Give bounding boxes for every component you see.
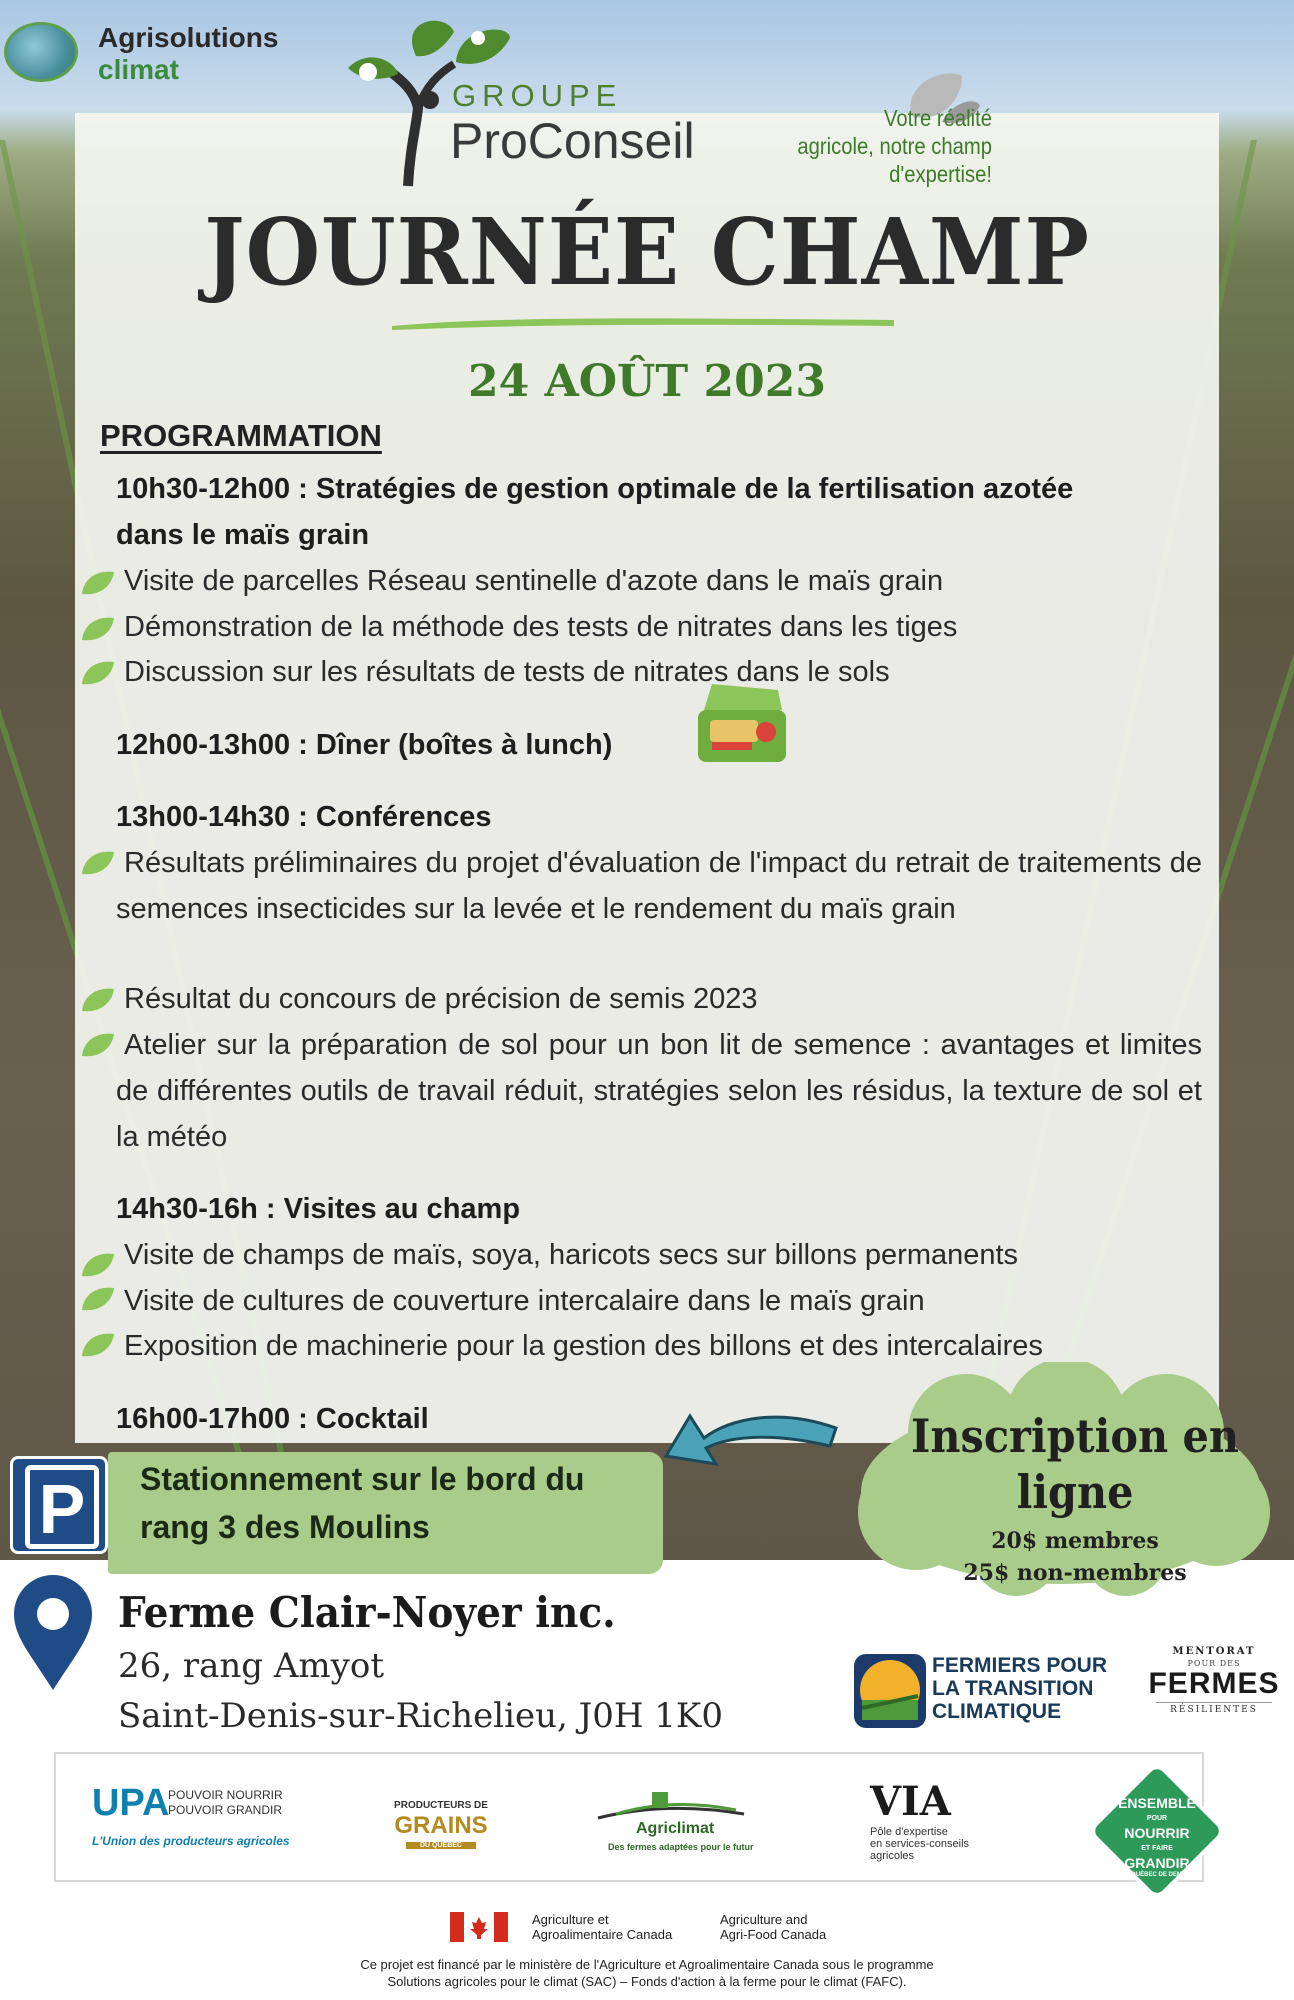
time-slot-fertilisation: 10h30-12h00 : Stratégies de gestion optimale de la fertilisation azotée dans le maïs grain xyxy=(116,473,1074,551)
vla-line-1: Pôle d'expertise xyxy=(870,1826,948,1838)
list-item: Visite de parcelles Réseau sentinelle d'azote dans le maïs grain xyxy=(124,565,944,597)
list-item: Visite de champs de maïs, soya, haricots secs sur billons permanents xyxy=(124,1239,1019,1271)
leaf-bullet-icon xyxy=(80,1030,116,1060)
title-underline-stroke xyxy=(388,310,898,334)
program-heading: PROGRAMMATION xyxy=(100,418,382,453)
agrisolutions-title: Agrisolutions xyxy=(98,22,279,53)
gov-name-french xyxy=(532,1912,672,1942)
list-item: Discussion sur les résultats de tests de nitrates dans le sols xyxy=(124,656,890,688)
gov-name-english xyxy=(720,1912,826,1942)
vla-line-2: en services-conseils xyxy=(870,1838,970,1850)
canada-flag-icon xyxy=(450,1912,508,1942)
leaf-bullet-icon xyxy=(80,658,116,688)
proconseil-name-text: ProConseil xyxy=(450,113,695,169)
fermiers-transition-logo-icon xyxy=(852,1652,928,1730)
parking-icon-letter: P xyxy=(25,1465,99,1549)
fermiers-line-1: FERMIERS POUR xyxy=(932,1654,1108,1677)
farm-name: Ferme Clair-Noyer inc. xyxy=(118,1588,616,1637)
ensemble-line-1: ENSEMBLE xyxy=(1118,1795,1196,1811)
agriclimat-logo-icon xyxy=(596,1784,746,1824)
upa-line-2: POUVOIR GRANDIR xyxy=(168,1803,283,1817)
agrisolutions-subtitle: climat xyxy=(98,54,179,85)
ensemble-line-4: ET FAIRE xyxy=(1141,1845,1173,1852)
leaf-bullet-icon xyxy=(80,848,116,878)
ensemble-line-6: LE QUÉBEC DE DEMAIN xyxy=(1121,1872,1193,1878)
disclaimer-line-1: Ce projet est financé par le ministère de l'Agriculture et Agroalimentaire Canada sous le programme xyxy=(360,1957,934,1972)
ensemble-line-3: NOURRIR xyxy=(1124,1825,1190,1841)
price-non-members: 25$ non-membres xyxy=(963,1560,1187,1586)
fermiers-line-3: CLIMATIQUE xyxy=(932,1700,1062,1723)
leaf-bullet-icon xyxy=(80,1284,116,1314)
mentorat-top: MENTORAT xyxy=(1172,1646,1256,1657)
mentorat-bottom: RÉSILIENTES xyxy=(1156,1702,1272,1715)
proconseil-tagline xyxy=(790,104,992,188)
lunch-box-icon xyxy=(692,680,792,770)
ensemble-text xyxy=(1107,1796,1207,1879)
grains-line-1: PRODUCTEURS DE xyxy=(394,1800,488,1811)
price-members: 20$ membres xyxy=(991,1528,1159,1554)
gov-en-line-2: Agri-Food Canada xyxy=(720,1927,827,1942)
upa-slogan xyxy=(168,1788,283,1818)
leaf-bullet-icon xyxy=(80,614,116,644)
upa-line-1: POUVOIR NOURRIR xyxy=(168,1788,283,1802)
list-item: Exposition de machinerie pour la gestion des billons et des intercalaires xyxy=(124,1330,1043,1362)
vla-line-3: agricoles xyxy=(870,1850,915,1862)
funding-disclaimer xyxy=(0,1956,1294,1990)
vla-logo: VIA xyxy=(870,1778,951,1825)
gov-fr-line-1: Agriculture et xyxy=(532,1912,609,1927)
leaf-bullet-icon xyxy=(80,985,116,1015)
time-slot-visites: 14h30-16h : Visites au champ xyxy=(116,1193,521,1225)
proconseil-groupe-text: GROUPE xyxy=(452,78,623,113)
leaf-bullet-icon xyxy=(80,1330,116,1360)
agriclimat-tagline: Des fermes adaptées pour le futur xyxy=(608,1842,754,1852)
tagline-line-3: d'expertise! xyxy=(889,161,992,187)
partners-box xyxy=(54,1752,1204,1882)
leaf-bullet-icon xyxy=(80,568,116,598)
registration-title[interactable]: Inscription en ligne xyxy=(911,1409,1239,1519)
event-title: JOURNÉE CHAMP xyxy=(204,198,1090,306)
gov-fr-line-2: Agroalimentaire Canada xyxy=(532,1927,673,1942)
agrisolutions-globe-icon xyxy=(4,22,78,82)
tagline-line-1: Votre réalité xyxy=(883,105,992,131)
mentorat-fermes-logo xyxy=(1146,1646,1282,1715)
ensemble-nourrir-badge xyxy=(1082,1756,1232,1906)
location-pin-icon xyxy=(10,1574,96,1692)
parking-text: Stationnement sur le bord du rang 3 des Moulins xyxy=(140,1461,585,1545)
arrow-left-icon xyxy=(660,1398,840,1478)
agriclimat-name: Agriclimat xyxy=(636,1820,715,1837)
agrisolutions-logo xyxy=(0,8,310,88)
farm-address-line-2: Saint-Denis-sur-Richelieu, J0H 1K0 xyxy=(118,1696,723,1736)
list-item: Résultat du concours de précision de semis 2023 xyxy=(124,983,758,1015)
vla-text xyxy=(870,1826,969,1862)
event-date: 24 AOÛT 2023 xyxy=(468,356,826,407)
ensemble-line-2: POUR xyxy=(1146,1815,1168,1822)
list-item: Résultats préliminaires du projet d'évaluation de l'impact du retrait de traitements de semences insecticides sur la levée et le rendement du maïs grain xyxy=(116,847,1202,925)
list-item: Atelier sur la préparation de sol pour un bon lit de semence : avantages et limites de différentes outils de travail réduit, stratégies selon les résidus, la texture de sol et la météo xyxy=(116,1029,1202,1153)
upa-tagline: L'Union des producteurs agricoles xyxy=(92,1834,290,1848)
list-item: Démonstration de la méthode des tests de nitrates dans les tiges xyxy=(124,611,958,643)
grains-line-3: DU QUÉBEC xyxy=(406,1842,476,1849)
tagline-line-2: agricole, notre champ xyxy=(797,133,992,159)
fermiers-line-2: LA TRANSITION xyxy=(932,1677,1094,1700)
list-item: Visite de cultures de couverture intercalaire dans le maïs grain xyxy=(124,1285,925,1317)
grains-line-2: GRAINS xyxy=(394,1812,488,1839)
ensemble-line-5: GRANDIR xyxy=(1124,1855,1190,1871)
time-slot-conferences: 13h00-14h30 : Conférences xyxy=(116,801,492,833)
leaf-bullet-icon xyxy=(80,1250,116,1280)
farm-address-line-1: 26, rang Amyot xyxy=(118,1646,385,1686)
time-slot-cocktail: 16h00-17h00 : Cocktail xyxy=(116,1403,429,1435)
upa-logo: UPA xyxy=(92,1782,170,1824)
mentorat-main: FERMES xyxy=(1148,1667,1280,1700)
time-slot-diner: 12h00-13h00 : Dîner (boîtes à lunch) xyxy=(116,729,613,761)
mentorat-mid: POUR DES xyxy=(1187,1659,1241,1668)
disclaimer-line-2: Solutions agricoles pour le climat (SAC) – Fonds d'action à la ferme pour le climat (FAFC). xyxy=(387,1974,907,1989)
parking-icon xyxy=(10,1456,108,1554)
fermiers-transition-text xyxy=(932,1654,1107,1723)
gov-en-line-1: Agriculture and xyxy=(720,1912,808,1927)
